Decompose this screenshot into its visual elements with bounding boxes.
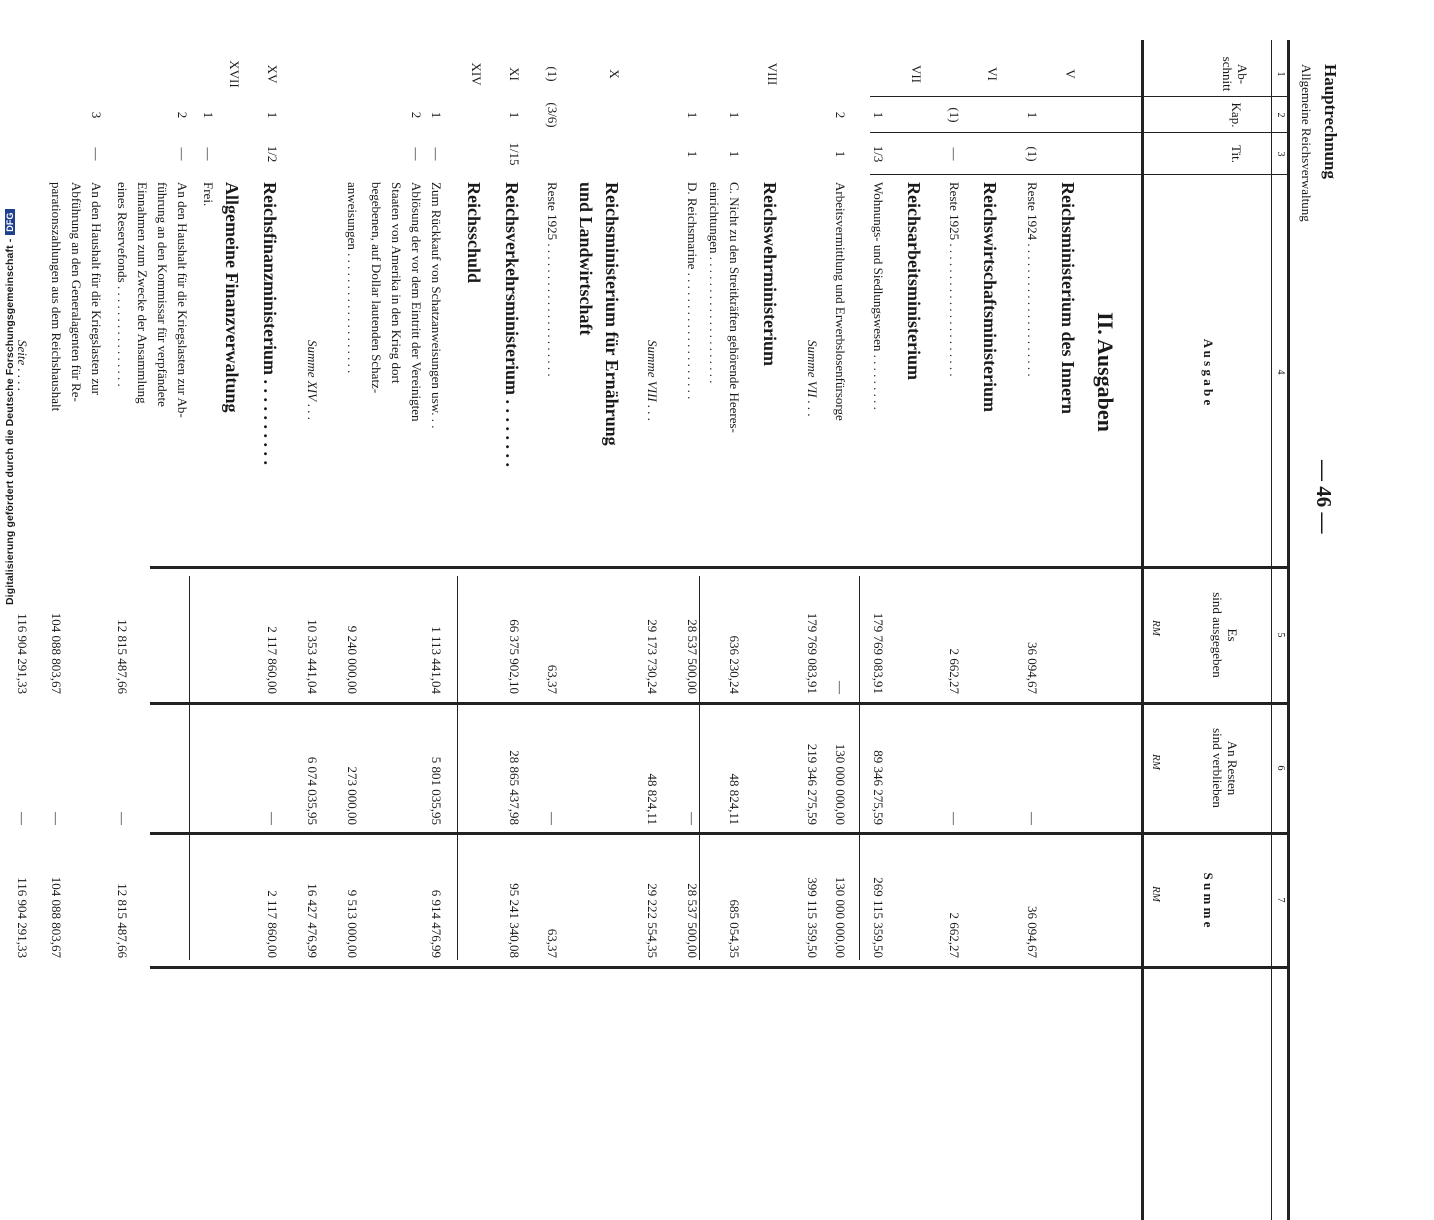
- summe-value: 116 904 291,33: [15, 877, 30, 958]
- ausgabe-text: Reichsfinanzministerium . . . . . . . . . .: [260, 182, 280, 465]
- ausgegeben-value: 29 173 730,24: [645, 619, 660, 694]
- reste-value: 48 824,11: [727, 773, 742, 825]
- ausgegeben-value: 12 815 487,66: [115, 619, 130, 694]
- ausgegeben-value: —: [833, 681, 848, 694]
- reste-value: 28 865 437,98: [507, 750, 522, 825]
- reste-value: —: [685, 812, 700, 825]
- ausgegeben-value: 1 113 441,04: [429, 626, 444, 694]
- titel-cell: 1/15: [507, 142, 522, 166]
- summe-value: 36 094,67: [1025, 906, 1040, 958]
- ausgabe-text: Einnahmen zum Zwecke der Ansammlung: [135, 182, 150, 404]
- kapitel-cell: 1: [1025, 111, 1040, 119]
- colhead-reste: An Resten sind verblieben: [1210, 728, 1240, 808]
- reste-value: 6 074 035,95: [305, 756, 320, 825]
- ausgabe-text: Zum Rückkauf von Schatzanweisungen usw. . .: [429, 182, 444, 429]
- col-divider-5: [150, 702, 1290, 705]
- col-divider-3: [870, 174, 1290, 175]
- ausgegeben-value: 636 230,24: [727, 635, 742, 694]
- rule-xiv: [457, 576, 458, 960]
- titel-cell: 1/2: [265, 145, 280, 163]
- summe-value: 399 115 359,50: [805, 877, 820, 958]
- ausgabe-text: Arbeitsvermittlung und Erwerbslosenfürsorge: [833, 182, 848, 421]
- kapitel-cell: (1): [947, 107, 962, 123]
- ausgabe-text: Wohnungs- und Siedlungswesen . . . . . . . . .: [871, 182, 886, 410]
- summe-value: 9 513 000,00: [345, 889, 360, 958]
- ausgabe-text: An den Haushalt für die Kriegslasten zur: [89, 182, 104, 395]
- ausgegeben-value: 104 088 803,67: [49, 612, 64, 694]
- ausgabe-text: Reichswirtschaftsministerium: [980, 182, 1000, 412]
- summe-value: 6 914 476,99: [429, 889, 444, 958]
- summe-value: 130 000 000,00: [833, 876, 848, 958]
- reste-value: —: [15, 812, 30, 825]
- ausgegeben-value: 36 094,67: [1025, 642, 1040, 694]
- kapitel-cell: (3/6): [545, 102, 560, 128]
- ausgabe-text: Summe VIII . . .: [645, 340, 660, 422]
- kapitel-cell: 1: [727, 111, 742, 119]
- summe-value: 2 117 860,00: [265, 890, 280, 958]
- ausgegeben-value: 28 537 500,00: [685, 619, 700, 694]
- abschnitt-cell: XV: [265, 64, 280, 84]
- ausgegeben-value: 2 662,27: [947, 648, 962, 694]
- titel-cell: 1/3: [871, 145, 886, 163]
- titel-cell: (1): [1025, 146, 1040, 162]
- summe-value: 28 537 500,00: [685, 883, 700, 958]
- reste-value: —: [1025, 812, 1040, 825]
- summe-value: 63,37: [545, 928, 560, 958]
- col-divider-7: [150, 966, 1290, 969]
- reste-value: —: [947, 812, 962, 825]
- ausgabe-text: einrichtungen . . . . . . . . . . . . . . . . . . . .: [707, 182, 722, 384]
- colnum-rule: [1271, 40, 1272, 1220]
- ausgegeben-value: 179 769 083,91: [805, 612, 820, 694]
- ausgabe-text: Reichsministerium für Ernährung: [602, 182, 622, 446]
- ausgabe-text: Reichsschuld: [464, 182, 484, 284]
- ausgabe-text: Reste 1925 . . . . . . . . . . . . . . . . . . . . .: [545, 182, 560, 377]
- col-divider-2: [870, 132, 1290, 133]
- page-header-subtitle: Allgemeine Reichsverwaltung: [1299, 64, 1314, 222]
- ausgabe-text: Allgemeine Finanzverwaltung: [222, 182, 242, 413]
- ausgabe-text: Reichsverkehrsministerium . . . . . . . .: [502, 182, 522, 467]
- summe-value: 16 427 476,99: [305, 883, 320, 958]
- titel-cell: —: [429, 147, 444, 161]
- colhead-ausgegeben: Es sind ausgegeben: [1210, 592, 1240, 678]
- ausgabe-text: Seite . . . .: [15, 340, 30, 392]
- reste-value: —: [49, 812, 64, 825]
- abschnitt-cell: V: [1063, 69, 1078, 79]
- ausgabe-text: Ablösung der vor dem Eintritt der Vereinigten: [409, 182, 424, 422]
- rule-page: [189, 576, 190, 960]
- section-title: II. Ausgaben: [1093, 312, 1118, 432]
- summe-value: 685 054,35: [727, 899, 742, 958]
- ausgegeben-value: 66 375 902,10: [507, 619, 522, 694]
- unit-col6: RM: [1150, 754, 1162, 770]
- abschnitt-cell: XVII: [227, 60, 242, 88]
- ausgabe-text: führung an den Kommissar für verpfändete: [155, 182, 170, 407]
- credit-text: Digitalisierung gefördert durch die Deutsche Forschungsgemeinschaft -: [4, 238, 16, 605]
- titel-cell: 1: [727, 150, 742, 158]
- colno-2: 2: [1275, 112, 1286, 118]
- kapitel-cell: 1: [201, 111, 216, 119]
- reste-value: 5 801 035,95: [429, 756, 444, 825]
- ausgabe-text: Reichsministerium des Innern: [1058, 182, 1078, 415]
- kapitel-cell: 1: [871, 111, 886, 119]
- dfg-logo: DFG: [5, 209, 15, 234]
- titel-cell: —: [947, 147, 962, 161]
- reste-value: —: [115, 812, 130, 825]
- reste-value: —: [265, 812, 280, 825]
- summe-value: 29 222 554,35: [645, 883, 660, 958]
- colhead-summe: S u m m e: [1201, 872, 1216, 928]
- ausgabe-text: Reichsarbeitsministerium: [904, 182, 924, 380]
- col-divider-1: [870, 96, 1290, 97]
- reste-value: —: [545, 812, 560, 825]
- ausgabe-text: Reste 1925 . . . . . . . . . . . . . . . . . . . . .: [947, 182, 962, 377]
- kapitel-cell: 3: [89, 111, 104, 119]
- rule-vii: [859, 576, 860, 960]
- kapitel-cell: 1: [685, 111, 700, 119]
- summe-value: 104 088 803,67: [49, 876, 64, 958]
- page-header-title: Hauptrechnung: [1321, 64, 1340, 179]
- ausgegeben-value: 9 240 000,00: [345, 625, 360, 694]
- summe-value: 269 115 359,50: [871, 877, 886, 958]
- colno-7: 7: [1275, 897, 1286, 903]
- summe-value: 2 662,27: [947, 912, 962, 958]
- ausgabe-text: eines Reservefonds . . . . . . . . . . . . . . . .: [115, 182, 130, 387]
- titel-cell: —: [409, 147, 424, 161]
- kapitel-cell: 1: [429, 111, 444, 119]
- col-divider-6: [150, 832, 1290, 835]
- colno-5: 5: [1275, 632, 1286, 638]
- reste-value: 89 346 275,59: [871, 750, 886, 825]
- colno-6: 6: [1275, 765, 1286, 771]
- ausgabe-text: Summe VII . . .: [805, 340, 820, 417]
- ausgabe-text: Reste 1924 . . . . . . . . . . . . . . . . . . . . .: [1025, 182, 1040, 377]
- summe-value: 95 241 340,08: [507, 883, 522, 958]
- ausgabe-text: und Landwirtschaft: [576, 182, 596, 336]
- titel-cell: —: [175, 147, 190, 161]
- budget-page: [15, 40, 1340, 958]
- reste-value: 48 824,11: [645, 773, 660, 825]
- kapitel-cell: 1: [507, 111, 522, 119]
- kapitel-cell: 1: [265, 111, 280, 119]
- ausgabe-text: Frei.: [201, 182, 216, 207]
- colhead-ausgabe: A u s g a b e: [1201, 338, 1216, 406]
- reste-value: 219 346 275,59: [805, 743, 820, 825]
- ausgabe-text: Abführung an den Generalagenten für Re-: [69, 182, 84, 402]
- abschnitt-cell: XIV: [469, 62, 484, 86]
- abschnitt-cell: VII: [909, 64, 924, 84]
- titel-cell: 1: [685, 150, 700, 158]
- abschnitt-cell: (1): [545, 66, 560, 82]
- kapitel-cell: 2: [409, 111, 424, 119]
- col-divider-4: [150, 566, 1290, 569]
- page-number: — 46 —: [1312, 460, 1336, 534]
- reste-value: 273 000,00: [345, 766, 360, 825]
- titel-cell: —: [201, 147, 216, 161]
- ausgabe-text: Staaten von Amerika in den Krieg dort: [389, 182, 404, 384]
- ausgegeben-value: 2 117 860,00: [265, 626, 280, 694]
- summe-value: 12 815 487,66: [115, 883, 130, 958]
- colhead-abschnitt: Ab- schnitt: [1220, 56, 1250, 92]
- reste-value: 130 000 000,00: [833, 743, 848, 825]
- unit-col5: RM: [1150, 620, 1162, 636]
- header-rule: [1141, 40, 1144, 1220]
- ausgegeben-value: 10 353 441,04: [305, 619, 320, 694]
- ausgabe-text: anweisungen . . . . . . . . . . . . . . . . . . .: [345, 182, 360, 374]
- abschnitt-cell: VIII: [765, 62, 780, 86]
- ausgegeben-value: 116 904 291,33: [15, 613, 30, 694]
- unit-col7: RM: [1150, 886, 1162, 902]
- ausgabe-text: Reichswehrministerium: [760, 182, 780, 366]
- kapitel-cell: 2: [833, 111, 848, 119]
- table-top-rule: [1287, 40, 1290, 1220]
- ausgabe-text: parationszahlungen aus dem Reichshaushalt: [49, 182, 64, 412]
- abschnitt-cell: XI: [507, 67, 522, 81]
- kapitel-cell: 2: [175, 111, 190, 119]
- ausgabe-text: C. Nicht zu den Streitkräften gehörende Heeres-: [727, 182, 742, 433]
- ausgabe-text: begebenen, auf Dollar lautenden Schatz-: [369, 182, 384, 394]
- titel-cell: —: [89, 147, 104, 161]
- titel-cell: 1: [833, 150, 848, 158]
- ausgabe-text: D. Reichsmarine . . . . . . . . . . . . . . . . . . . .: [685, 182, 700, 400]
- ausgabe-text: An den Haushalt für die Kriegslasten zur Ab-: [175, 182, 190, 418]
- colno-3: 3: [1275, 151, 1286, 157]
- ausgabe-text: Summe XIV . . .: [305, 340, 320, 421]
- ausgegeben-value: 179 769 083,91: [871, 612, 886, 694]
- abschnitt-cell: VI: [985, 67, 1000, 81]
- colno-4: 4: [1275, 369, 1286, 375]
- abschnitt-cell: X: [607, 69, 622, 79]
- colhead-titel: Tit.: [1229, 145, 1244, 163]
- colhead-kapitel: Kap.: [1229, 102, 1244, 128]
- ausgegeben-value: 63,37: [545, 664, 560, 694]
- colno-1: 1: [1275, 71, 1286, 77]
